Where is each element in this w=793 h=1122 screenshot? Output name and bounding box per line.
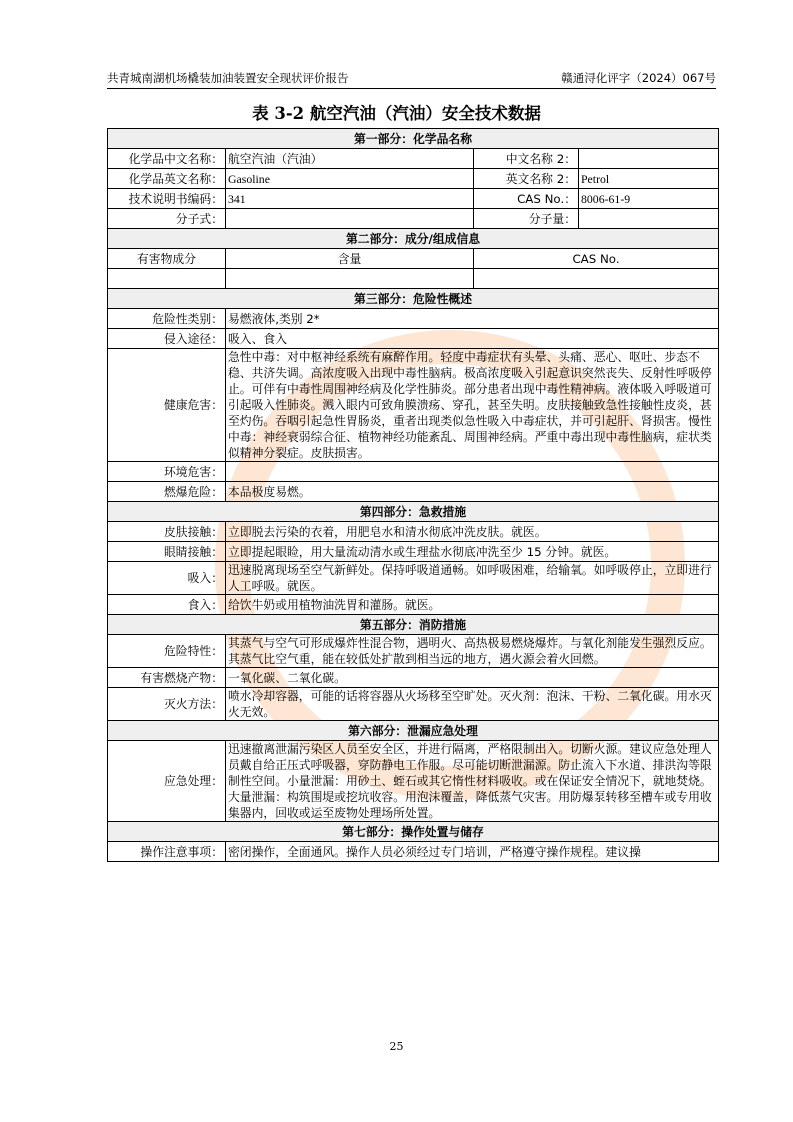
inhale-value: 迅速脱离现场至空气新鲜处。保持呼吸道通畅。如呼吸困难，给输氧。如呼吸停止，立即进行人工呼吸。就医。 bbox=[226, 562, 719, 595]
cn-name2-label: 中文名称 2： bbox=[474, 149, 579, 169]
content-cell bbox=[226, 269, 474, 289]
code-value: 341 bbox=[226, 189, 474, 209]
table-title: 表 3-2 航空汽油（汽油）安全技术数据 bbox=[252, 104, 541, 123]
inhale-label: 吸入： bbox=[108, 562, 226, 595]
env-label: 环境危害： bbox=[108, 462, 226, 482]
ingredient-cell bbox=[108, 269, 226, 289]
en-name2-label: 英文名称 2： bbox=[474, 169, 579, 189]
cas-value: 8006-61-9 bbox=[579, 189, 719, 209]
hazard-class-value: 易燃液体,类别 2* bbox=[226, 309, 719, 329]
fire-hazard-value: 其蒸气与空气可形成爆炸性混合物，遇明火、高热极易燃烧爆炸。与氧化剂能发生强烈反应。其蒸气比空气重，能在较低处扩散到相当远的地方，遇火源会着火回燃。 bbox=[226, 635, 719, 668]
cn-name-value: 航空汽油（汽油） bbox=[226, 149, 474, 169]
emergency-label: 应急处理： bbox=[108, 741, 226, 822]
cas-cell bbox=[474, 269, 719, 289]
handling-value: 密闭操作，全面通风。操作人员必须经过专门培训，严格遵守操作规程。建议操 bbox=[226, 842, 719, 862]
formula-value bbox=[226, 209, 474, 229]
fire-value: 本品极度易燃。 bbox=[226, 482, 719, 502]
en-name-label: 化学品英文名称： bbox=[108, 169, 226, 189]
cn-name-label: 化学品中文名称： bbox=[108, 149, 226, 169]
mw-label: 分子量： bbox=[474, 209, 579, 229]
content-col-header: 含量 bbox=[226, 249, 474, 269]
route-value: 吸入、食入 bbox=[226, 329, 719, 349]
ingredient-col-header: 有害物成分 bbox=[108, 249, 226, 269]
section-heading-5: 第五部分：消防措施 bbox=[108, 615, 719, 635]
en-name2-value: Petrol bbox=[579, 169, 719, 189]
skin-value: 立即脱去污染的衣着，用肥皂水和清水彻底冲洗皮肤。就医。 bbox=[226, 522, 719, 542]
section-heading-4: 第四部分：急救措施 bbox=[108, 502, 719, 522]
code-label: 技术说明书编码： bbox=[108, 189, 226, 209]
eye-label: 眼睛接触： bbox=[108, 542, 226, 562]
header-report-number: 赣通浔化评字（2024）067号 bbox=[561, 71, 716, 85]
safety-data-table bbox=[107, 128, 719, 862]
health-value: 急性中毒：对中枢神经系统有麻醉作用。轻度中毒症状有头晕、头痛、恶心、呕吐、步态不稳、共济失调。高浓度吸入出现中毒性脑病。极高浓度吸入引起意识突然丧失、反射性呼吸停止。可伴有中毒性周围神经病及化学性肺炎。部分患者出现中毒性精神病。液体吸入呼吸道可引起吸入性肺炎。溅入眼内可致角膜溃疡、穿孔，甚至失明。皮肤接触致急性接触性皮炎，甚至灼伤。吞咽引起急性胃肠炎，重者出现类似急性吸入中毒症状，并可引起肝、肾损害。慢性中毒：神经衰弱综合征、植物神经功能紊乱、周围神经病。严重中毒出现中毒性脑病，症状类似精神分裂症。皮肤损害。 bbox=[226, 349, 719, 462]
handling-label: 操作注意事项： bbox=[108, 842, 226, 862]
header-report-title: 共青城南湖机场橇装加油装置安全现状评价报告 bbox=[107, 71, 349, 85]
emergency-value: 迅速撤离泄漏污染区人员至安全区，并进行隔离，严格限制出入。切断火源。建议应急处理人员戴自给正压式呼吸器，穿防静电工作服。尽可能切断泄漏源。防止流入下水道、排洪沟等限制性空间。小量泄漏：用砂土、蛭石或其它惰性材料吸收。或在保证安全情况下，就地焚烧。大量泄漏：构筑围堤或挖坑收容。用泡沫覆盖，降低蒸气灾害。用防爆泵转移至槽车或专用收集器内，回收或运至废物处理场所处置。 bbox=[226, 741, 719, 822]
env-value bbox=[226, 462, 719, 482]
ingest-value: 给饮牛奶或用植物油洗胃和灌肠。就医。 bbox=[226, 595, 719, 615]
cn-name2-value bbox=[579, 149, 719, 169]
eye-value: 立即提起眼睑，用大量流动清水或生理盐水彻底冲洗至少 15 分钟。就医。 bbox=[226, 542, 719, 562]
formula-label: 分子式： bbox=[108, 209, 226, 229]
page-header bbox=[107, 68, 716, 89]
fire-label: 燃爆危险： bbox=[108, 482, 226, 502]
combustion-products-label: 有害燃烧产物： bbox=[108, 668, 226, 688]
extinguish-method-value: 喷水冷却容器，可能的话将容器从火场移至空旷处。灭火剂：泡沫、干粉、二氧化碳。用水灭火无效。 bbox=[226, 688, 719, 721]
health-label: 健康危害： bbox=[108, 349, 226, 462]
ingest-label: 食入： bbox=[108, 595, 226, 615]
cas-label: CAS No.： bbox=[474, 189, 579, 209]
en-name-value: Gasoline bbox=[226, 169, 474, 189]
section-heading-7: 第七部分：操作处置与储存 bbox=[108, 822, 719, 842]
section-heading-1: 第一部分：化学品名称 bbox=[108, 129, 719, 149]
skin-label: 皮肤接触： bbox=[108, 522, 226, 542]
section-heading-6: 第六部分：泄漏应急处理 bbox=[108, 721, 719, 741]
cas-col-header: CAS No. bbox=[474, 249, 719, 269]
extinguish-method-label: 灭火方法： bbox=[108, 688, 226, 721]
section-heading-3: 第三部分：危险性概述 bbox=[108, 289, 719, 309]
fire-hazard-label: 危险特性： bbox=[108, 635, 226, 668]
mw-value bbox=[579, 209, 719, 229]
hazard-class-label: 危险性类别： bbox=[108, 309, 226, 329]
page-number: 25 bbox=[389, 1040, 404, 1053]
section-heading-2: 第二部分：成分/组成信息 bbox=[108, 229, 719, 249]
combustion-products-value: 一氧化碳、二氧化碳。 bbox=[226, 668, 719, 688]
route-label: 侵入途径： bbox=[108, 329, 226, 349]
